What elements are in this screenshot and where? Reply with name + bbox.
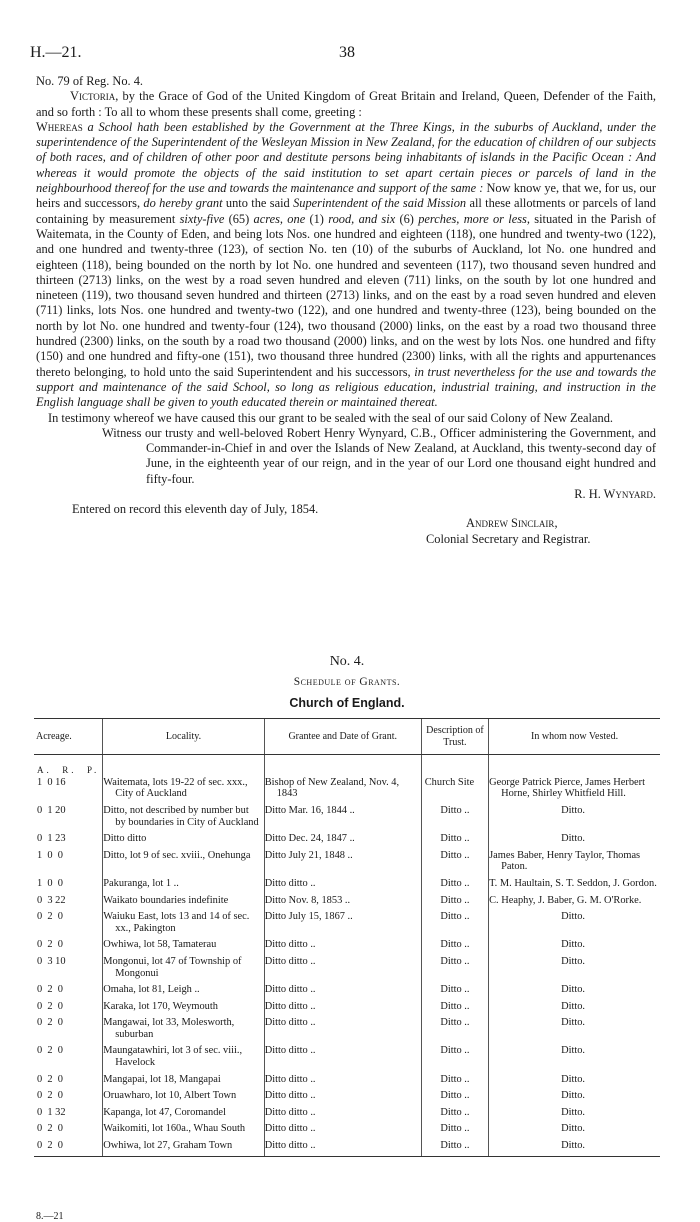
grantee-cell: Bishop of New Zealand, Nov. 4, 1843 [264,777,421,805]
signature-sinclair: Andrew Sinclair, [466,516,558,531]
vested-cell: Ditto. [489,1045,660,1073]
locality-cell: Waikato boundaries indefinite [103,895,264,912]
table-row [34,939,660,956]
trust-cell: Ditto .. [421,939,488,956]
grants-table [34,718,660,1157]
grant-text-7: (6) [395,211,419,226]
vested-cell: Ditto. [489,1123,660,1140]
grant-text [36,74,656,548]
locality-cell: Mangapai, lot 18, Mangapai [103,1074,264,1091]
vested-cell: Ditto. [489,1017,660,1045]
signature-wynyard: R. H. Wynyard. [574,487,656,502]
trust-cell: Ditto .. [421,1017,488,1045]
table-row [34,1123,660,1140]
grantee-cell: Ditto ditto .. [264,1045,421,1073]
acreage-cell: 1 0 0 [37,849,63,861]
whereas-word: Whereas [36,119,83,134]
table-row [34,895,660,912]
locality-cell: Pakuranga, lot 1 .. [103,878,264,895]
acreage-cell: 0 2 0 [37,1073,63,1085]
locality-cell: Ditto, not described by number but by boundaries in City of Auckland [103,805,264,833]
trust-cell: Ditto .. [421,1045,488,1073]
grant-italic-5: acres, one [253,211,306,226]
witness-paragraph: Witness our trusty and well-beloved Robert Henry Wynyard, C.B., Officer administering the Government, and Commander-in-Chief in and over the Islands of New Zealand, at Auckland, this twenty-second day of June, in the eighteenth year of our reign, and in the year of our Lord one thousand eight hundred and fifty-four. [102,425,656,486]
locality-cell: Mongonui, lot 47 of Township of Mongonui [103,956,264,984]
grantee-cell: Ditto Nov. 8, 1853 .. [264,895,421,912]
grant-italic-4: sixty-five [179,211,225,226]
trust-cell: Ditto .. [421,1107,488,1124]
acreage-cell: 0 1 20 [37,804,66,816]
acreage-cell: 1 0 16 [37,776,66,788]
grant-italic-3: Superintendent of the said Mission [293,196,467,211]
grantee-cell: Ditto ditto .. [264,1074,421,1091]
table-body [34,755,660,1156]
table-row [34,1140,660,1156]
vested-cell: Ditto. [489,1090,660,1107]
grantee-cell: Ditto ditto .. [264,1090,421,1107]
locality-cell: Maungatawhiri, lot 3 of sec. viii., Havelock [103,1045,264,1073]
grantee-cell: Ditto July 21, 1848 .. [264,850,421,878]
table-row [34,984,660,1001]
col-acreage: Acreage. [34,719,103,755]
signature-wynyard-a: R. H. W [574,487,616,502]
table-row [34,850,660,878]
grantee-cell: Ditto ditto .. [264,1107,421,1124]
trust-cell: Ditto .. [421,1140,488,1156]
arp-label: A. R. P. [37,765,100,776]
vested-cell: T. M. Haultain, S. T. Seddon, J. Gordon. [489,878,660,895]
col-grantee: Grantee and Date of Grant. [264,719,421,755]
acreage-cell: 0 2 0 [37,911,63,923]
acreage-cell: 0 2 0 [37,1000,63,1012]
vested-cell: Ditto. [489,1107,660,1124]
whereas-italic: a School hath been established by the Government at the Three Kings, in the suburbs of Auckland, under the superintendence of the Superintendent of the Wesleyan Mission in New Zealand, for the education of children of our subjects of both races, and of children of other poor and destitute persons being inhabitants of islands in the Pacific Ocean : And whereas it would promote the objects of the said institution to set apart certain pieces or parcels of land in the neighbourhood thereof for the use and towards the maintenance and support of the same : [36,119,656,196]
document-code: H.—21. [30,44,82,61]
table-row [34,833,660,850]
vested-cell: C. Heaphy, J. Baber, G. M. O'Rorke. [489,895,660,912]
grantee-cell: Ditto Dec. 24, 1847 .. [264,833,421,850]
schedule-church: Church of England. [289,696,405,710]
table-row [34,911,660,939]
trust-cell: Ditto .. [421,850,488,878]
grantee-cell: Ditto ditto .. [264,1001,421,1018]
locality-cell: Waikomiti, lot 160a., Whau South [103,1123,264,1140]
sinclair-a: Andrew S [466,516,518,531]
grant-italic-8: in trust nevertheless for the use and towards the support and maintenance of the said School, so long as religious education, industrial training, and instruction in the English language shall be given to youth educated therein or maintained thereat. [36,364,657,410]
acreage-cell: 0 1 32 [37,1106,66,1118]
reg-number: No. 79 of Reg. No. 4. [36,74,144,88]
page-number: 38 [339,44,355,61]
trust-cell: Church Site [421,777,488,805]
victoria-paragraph [36,89,656,120]
arp-row [34,755,660,777]
col-locality: Locality. [103,719,264,755]
grantee-cell: Ditto ditto .. [264,1140,421,1156]
table-row [34,1001,660,1018]
vested-cell: Ditto. [489,833,660,850]
table-row [34,1074,660,1091]
vested-cell: Ditto. [489,911,660,939]
grantee-cell: Ditto ditto .. [264,1123,421,1140]
grant-italic-7: perches, more or less, [418,211,530,226]
acreage-cell: 0 2 0 [37,1090,63,1102]
acreage-cell: 0 3 22 [37,894,66,906]
acreage-cell: 0 2 0 [37,984,63,996]
vested-cell: Ditto. [489,939,660,956]
table-row [34,805,660,833]
trust-cell: Ditto .. [421,984,488,1001]
table-row [34,1045,660,1073]
sinclair-b: inclair [517,516,555,531]
grantee-cell: Ditto ditto .. [264,1017,421,1045]
vested-cell: Ditto. [489,1001,660,1018]
acreage-cell: 0 2 0 [37,1045,63,1057]
locality-cell: Waitemata, lots 19-22 of sec. xxx., City of Auckland [103,777,264,805]
trust-cell: Ditto .. [421,1074,488,1091]
schedule-title: Schedule of Grants. [293,676,401,688]
vested-cell: Ditto. [489,984,660,1001]
vested-cell: Ditto. [489,956,660,984]
locality-cell: Ditto, lot 9 of sec. xviii., Onehunga [103,850,264,878]
trust-cell: Ditto .. [421,895,488,912]
table-row [34,1090,660,1107]
acreage-cell: 0 1 23 [37,833,66,845]
trust-cell: Ditto .. [421,956,488,984]
grantee-cell: Ditto July 15, 1867 .. [264,911,421,939]
vested-cell: Ditto. [489,1074,660,1091]
grant-text-4: all these allotments or parcels of land containing by measurement [36,196,657,226]
locality-cell: Owhiwa, lot 27, Graham Town [103,1140,264,1156]
col-vested: In whom now Vested. [489,719,660,755]
locality-cell: Omaha, lot 81, Leigh .. [103,984,264,1001]
testimony-paragraph: In testimony whereof we have caused this our grant to be sealed with the seal of our said Colony of New Zealand. [48,410,613,425]
acreage-cell: 0 2 0 [37,1017,63,1029]
vested-cell: George Patrick Pierce, James Herbert Horne, Shirley Whitfield Hill. [489,777,660,805]
locality-cell: Owhiwa, lot 58, Tamaterau [103,939,264,956]
grantee-cell: Ditto ditto .. [264,878,421,895]
signature-wynyard-b: ynyard [615,487,653,502]
acreage-cell: 0 2 0 [34,1140,103,1156]
trust-cell: Ditto .. [421,1001,488,1018]
entered-record: Entered on record this eleventh day of July, 1854. [72,502,319,517]
table-row [34,1017,660,1045]
grant-text-3: unto the said [222,196,294,211]
table-header [34,719,660,755]
vested-cell: Ditto. [489,1140,660,1156]
grant-italic-2: do hereby grant [143,196,223,211]
table-row [34,777,660,805]
grant-text-2: Now know ye, that we, for us, our heirs and successors, [36,181,656,211]
locality-cell: Oruawharo, lot 10, Albert Town [103,1090,264,1107]
whereas-paragraph [36,120,656,411]
locality-cell: Waiuku East, lots 13 and 14 of sec. xx., Pakington [103,911,264,939]
grant-text-5: (65) [224,211,254,226]
grantee-cell: Ditto ditto .. [264,984,421,1001]
trust-cell: Ditto .. [421,805,488,833]
entry-block [36,502,656,548]
vested-cell: James Baber, Henry Taylor, Thomas Paton. [489,850,660,878]
locality-cell: Mangawai, lot 33, Molesworth, suburban [103,1017,264,1045]
locality-cell: Ditto ditto [103,833,264,850]
grant-text-8: situated in the Parish of Waitemata, in the County of Eden, and being lots Nos. one hundred and eighteen (118), one hundred and twenty-two (122), and one hundred and twenty-three (123), of section No. ten (10) of the suburbs of Auckland, lot No. one hundred and eighteen (118), being bounded on the north by lot No. one hundred and seventeen (117), two thousand seven hundred and thirteen (2713) links, on the west by a road seven hundred and eleven (711) links, on the south by lot one hundred and nineteen (119), two thousand seven hundred and thirteen (2713) links, and on the east by a road seven hundred and eleven (711) links, lots Nos. one hundred and twenty-two (122), and one hundred and twenty-three (123), being bounded on the north by lot No. one hundred and twenty-four (124), two thousand (2000) links, on the east by a road two thousand three hundred (2300) links, on the south by a road two thousand (2000) links, and on the west by lots Nos. one hundred and fifty (150) and one hundred and fifty-one (151), two thousand three hundred (2300) links, with all the rights and appurtenances thereto belonging, to hold unto the said Superintendent and his successors, [36,211,657,379]
grantee-cell: Ditto ditto .. [264,939,421,956]
trust-cell: Ditto .. [421,878,488,895]
trust-cell: Ditto .. [421,1090,488,1107]
trust-cell: Ditto .. [421,911,488,939]
acreage-cell: 1 0 0 [37,877,63,889]
locality-cell: Kapanga, lot 47, Coromandel [103,1107,264,1124]
table-row [34,956,660,984]
grantee-cell: Ditto ditto .. [264,956,421,984]
acreage-cell: 0 2 0 [37,1123,63,1135]
grant-italic-6: rood, and six [328,211,396,226]
table-row [34,878,660,895]
trust-cell: Ditto .. [421,833,488,850]
trust-cell: Ditto .. [421,1123,488,1140]
footer-mark: 8.—21 [36,1211,64,1222]
col-trust: Description of Trust. [421,719,488,755]
locality-cell: Karaka, lot 170, Weymouth [103,1001,264,1018]
grant-text-6: (1) [305,211,329,226]
acreage-cell: 0 2 0 [37,939,63,951]
table-row [34,1107,660,1124]
victoria-rest: , by the Grace of God of the United Kingdom of Great Britain and Ireland, Queen, Defender of the Faith, and so forth : To all to whom these presents shall come, greeting : [36,89,656,119]
vested-cell: Ditto. [489,805,660,833]
victoria-word: Victoria [70,89,116,104]
schedule [34,654,660,1157]
acreage-cell: 0 3 10 [37,955,66,967]
grantee-cell: Ditto Mar. 16, 1844 .. [264,805,421,833]
schedule-number: No. 4. [329,654,365,669]
signature-role: Colonial Secretary and Registrar. [426,532,591,547]
